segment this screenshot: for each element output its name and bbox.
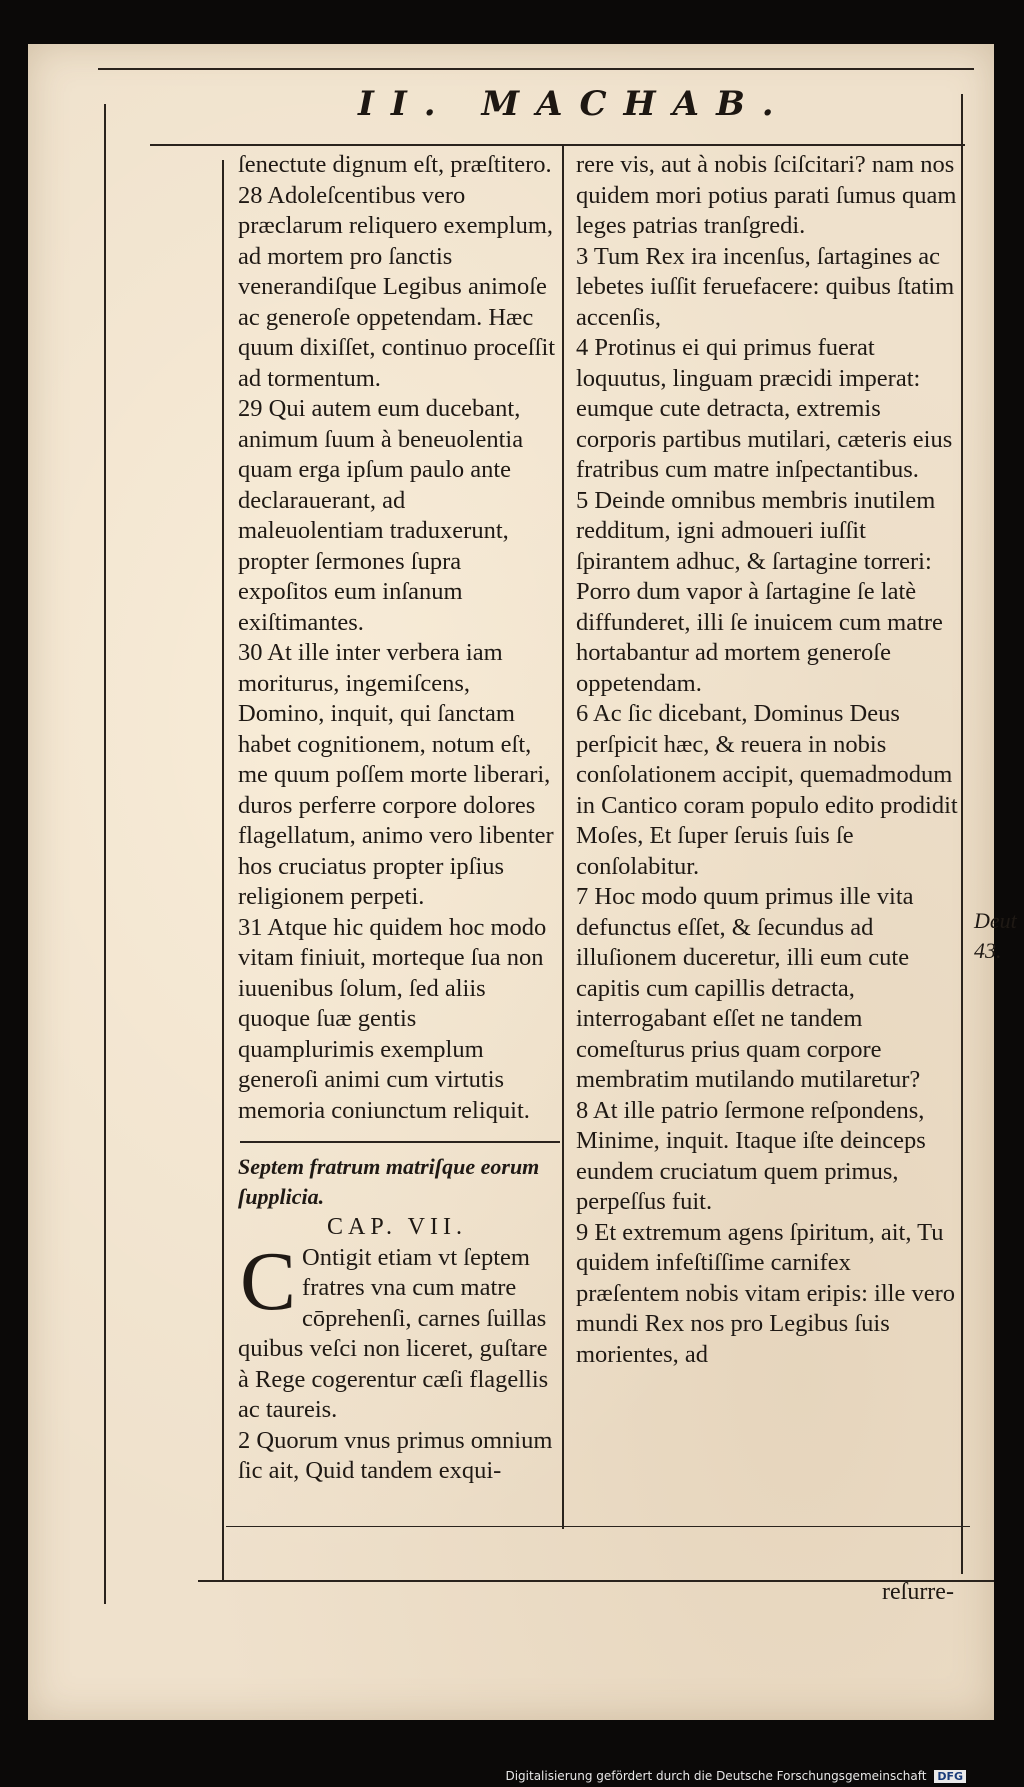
- drop-cap: C: [240, 1234, 297, 1328]
- verse-1: [238, 1234, 556, 1426]
- verse-28: 28 Adoleſcentibus vero præclarum reliquero exemplum, ad mortem pro ſanctis venerandiſque Legibus animoſe ac generoſe oppetendam. Hæc quum dixiſſet, continuo proceſſit ad tormentum.: [238, 181, 556, 392]
- chapter-heading: CAP. VII.: [327, 1214, 467, 1240]
- left-column-rule: [222, 160, 224, 1580]
- right-text-column: [576, 150, 958, 1370]
- running-title: II. MACHAB.: [358, 84, 791, 124]
- center-column-rule: [562, 144, 564, 1529]
- catchword: reſurre-: [882, 1579, 954, 1605]
- margin-reference: [974, 906, 1024, 966]
- verse-6: 6 Ac ſic dicebant, Dominus Deus perſpicit hæc, & reuera in nobis conſolationem accipit, quemadmodum in Cantico coram populo edito prodidit Moſes, Et ſuper ſeruis ſuis ſe conſolabitur.: [576, 700, 958, 880]
- digitization-credit: [505, 1769, 966, 1783]
- paragraph: rere vis, aut à nobis ſciſcitari? nam nos quidem mori potius parati ſumus quam leges patrias tranſgredi.: [576, 151, 957, 239]
- paragraph: ſenectute dignum eſt, præſtitero.: [238, 151, 552, 178]
- verse-7: 7 Hoc modo quum primus ille vita defunctus eſſet, & ſecundus ad illuſionem duceretur, illi eum cute capitis cum capillis detracta, interrogabant eſſet ne tandem comeſturus prius quam corpore membratim mutilando mutilaretur?: [576, 883, 921, 1093]
- verse-5: 5 Deinde omnibus membris inutilem redditum, igni admoueri iuſſit ſpirantem adhuc, & ſartagine torreri: Porro dum vapor à ſartagine ſe latè diffunderet, illi ſe inuicem cum matre hortabantur ad mortem generoſe oppetendam.: [576, 486, 943, 697]
- top-rule: [98, 68, 974, 70]
- chapter-summary: Septem fratrum matriſque eorum ſupplicia.: [238, 1154, 540, 1209]
- verse-30: 30 At ille inter verbera iam moriturus, ingemiſcens, Domino, inquit, qui ſanctam habet cognitionem, notum eſt, me quum poſſem morte liberari, duros perferre corpore dolores flagellatum, animo vero libenter hos cruciatus propter ipſius religionem perpeti.: [238, 639, 554, 910]
- header-rule: [150, 144, 965, 146]
- chapter-rule: [240, 1141, 560, 1143]
- verse-31: 31 Atque hic quidem hoc modo vitam finiuit, morteque ſua non iuuenibus ſolum, ſed aliis quoque ſuæ gentis quamplurimis exemplum generoſi animi cum virtutis memoria coniunctum reliquit.: [238, 913, 547, 1124]
- credit-text: Digitalisierung gefördert durch die Deutsche Forschungsgemeinschaft: [505, 1769, 927, 1783]
- footer-rule: [198, 1580, 994, 1582]
- left-outer-rule: [104, 104, 106, 1604]
- verse-29: 29 Qui autem eum ducebant, animum ſuum à beneuolentia quam erga ipſum paulo ante declarauerant, ad maleuolentiam traduxerunt, propter ſermones ſupra expoſitos eum inſanum exiſtimantes.: [238, 395, 524, 636]
- book-page: [28, 44, 1017, 1720]
- chapter-block: [238, 1152, 556, 1487]
- right-column-rule: [961, 94, 963, 1574]
- verse-8: 8 At ille patrio ſermone reſpondens, Minime, inquit. Itaque iſte deinceps eundem cruciatum quem primus, perpeſſus fuit.: [576, 1096, 926, 1215]
- verse-4: 4 Protinus ei qui primus fuerat loquutus, linguam præcidi imperat: eumque cute detracta, extremis corporis partibus mutilari, cæteris eius fratribus cum matre inſpectantibus.: [576, 334, 953, 483]
- verse-2: 2 Quorum vnus primus omnium ſic ait, Quid tandem exqui-: [238, 1426, 553, 1484]
- verse-1-text: Ontigit etiam vt ſeptem fratres vna cum matre cōprehenſi, carnes ſuillas quibus veſci non liceret, guſtare à Rege cogerentur cæſi flagellis ac taureis.: [238, 1243, 549, 1423]
- verse-9: 9 Et extremum agens ſpiritum, ait, Tu quidem infeſtiſſime carnifex præſentem nobis vitam eripis: ille vero mundi Rex nos pro Legibus ſuis morientes, ad: [576, 1218, 955, 1368]
- margin-reference-chapter: 43.: [974, 938, 1002, 963]
- margin-reference-book: Deut: [974, 908, 1017, 933]
- dfg-logo: DFG: [934, 1770, 966, 1783]
- verse-3: 3 Tum Rex ira incenſus, ſartagines ac lebetes iuſſit feruefacere: quibus ſtatim accenſis,: [576, 242, 955, 331]
- bottom-rule: [226, 1526, 970, 1527]
- left-text-column: [238, 150, 556, 1126]
